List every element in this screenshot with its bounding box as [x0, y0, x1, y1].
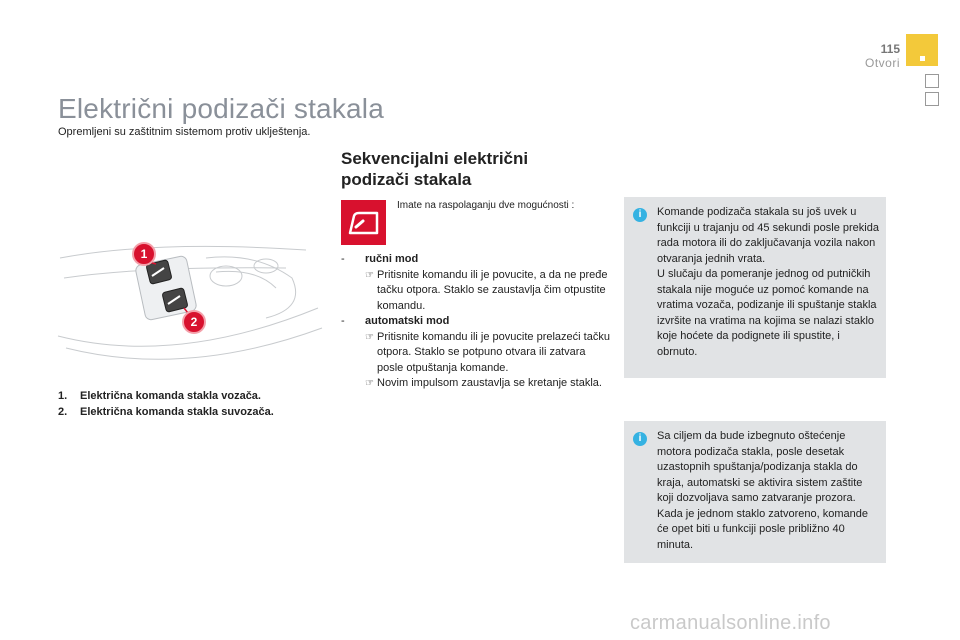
pointer-icon: ☞ [365, 331, 374, 343]
mode-step [341, 376, 611, 392]
callout-1-badge: 1 [132, 242, 156, 266]
info-icon: i [633, 432, 647, 446]
mode-step [341, 330, 611, 377]
section-title-line-2: podizači stakala [341, 170, 472, 189]
window-switch-icon [341, 200, 386, 245]
window-switch-illustration [56, 238, 324, 378]
page-number: 115 [880, 42, 900, 56]
pointer-icon: ☞ [365, 269, 374, 281]
list-dash: - [341, 253, 345, 265]
step-text: Pritisnite komandu ili je povucite, a da ne pređe tačku otpora. Staklo se zaustavlja čim otpustite komandu. [377, 268, 608, 312]
caption-text: Električna komanda stakla vozača. [80, 390, 261, 402]
pointer-icon: ☞ [365, 378, 374, 389]
caption-item [58, 404, 274, 420]
page-title: Električni podizači stakala [58, 93, 384, 124]
step-text: Novim impulsom zaustavlja se kretanje stakla. [377, 377, 602, 389]
chapter-name: Otvori [864, 56, 900, 70]
caption-text: Električna komanda stakla suvozača. [80, 406, 274, 418]
list-dash: - [341, 315, 345, 327]
page-subtitle: Opremljeni su zaštitnim sistemom protiv uklještenja. [58, 126, 311, 138]
mode-list [341, 252, 611, 392]
chapter-tab [906, 34, 938, 66]
info-text: Sa ciljem da bude izbegnuto oštećenje motora podizača stakla, posle desetak uzastopnih spuštanja/podizanja stakla do kraja, automatski se aktivira sistem zaštite koji dozvoljava samo zatvaranje prozora. Kada je jednom staklo zatvoreno, komande će opet biti u funkciji posle približno 40 minuta. [657, 430, 868, 551]
tab-square-1 [925, 74, 939, 88]
mode-name: ručni mod [365, 253, 419, 265]
mode-name: automatski mod [365, 315, 450, 327]
step-text: Pritisnite komandu ili je povucite prelazeći tačku otpora. Staklo se potpuno otvara ili zatvara posle otpuštanja komande. [377, 330, 610, 374]
info-icon: i [633, 208, 647, 222]
tab-marker-icon [920, 56, 925, 61]
caption-number: 2. [58, 406, 68, 418]
info-text: Komande podizača stakala su još uvek u funkciji u trajanju od 45 sekundi posle prekida rada motora ili do zaključavanja vozila nakon otvaranja jednih vrata. U slučaju da pomeranje jednog od putničkih stakala nije moguće uz pomoć komande na vratima vozača, podizanje ili spuštanje stakla izvršite na vratima na kojima se nalazi staklo koje hoćete da podignete ili spustite, i obrnuto. [657, 206, 879, 358]
mode-item [341, 252, 611, 268]
info-box [624, 197, 886, 378]
tab-square-2 [925, 92, 939, 106]
mode-step [341, 268, 611, 315]
caption-number: 1. [58, 390, 68, 402]
callout-2-badge: 2 [182, 310, 206, 334]
caption-item [58, 388, 274, 404]
figure-captions [58, 388, 274, 420]
watermark: carmanualsonline.info [630, 612, 831, 634]
mode-item [341, 314, 611, 330]
section-title-line-1: Sekvencijalni električni [341, 149, 529, 168]
section-intro: Imate na raspolaganju dve mogućnosti : [397, 200, 575, 211]
info-box [624, 421, 886, 563]
section-title [341, 148, 601, 190]
